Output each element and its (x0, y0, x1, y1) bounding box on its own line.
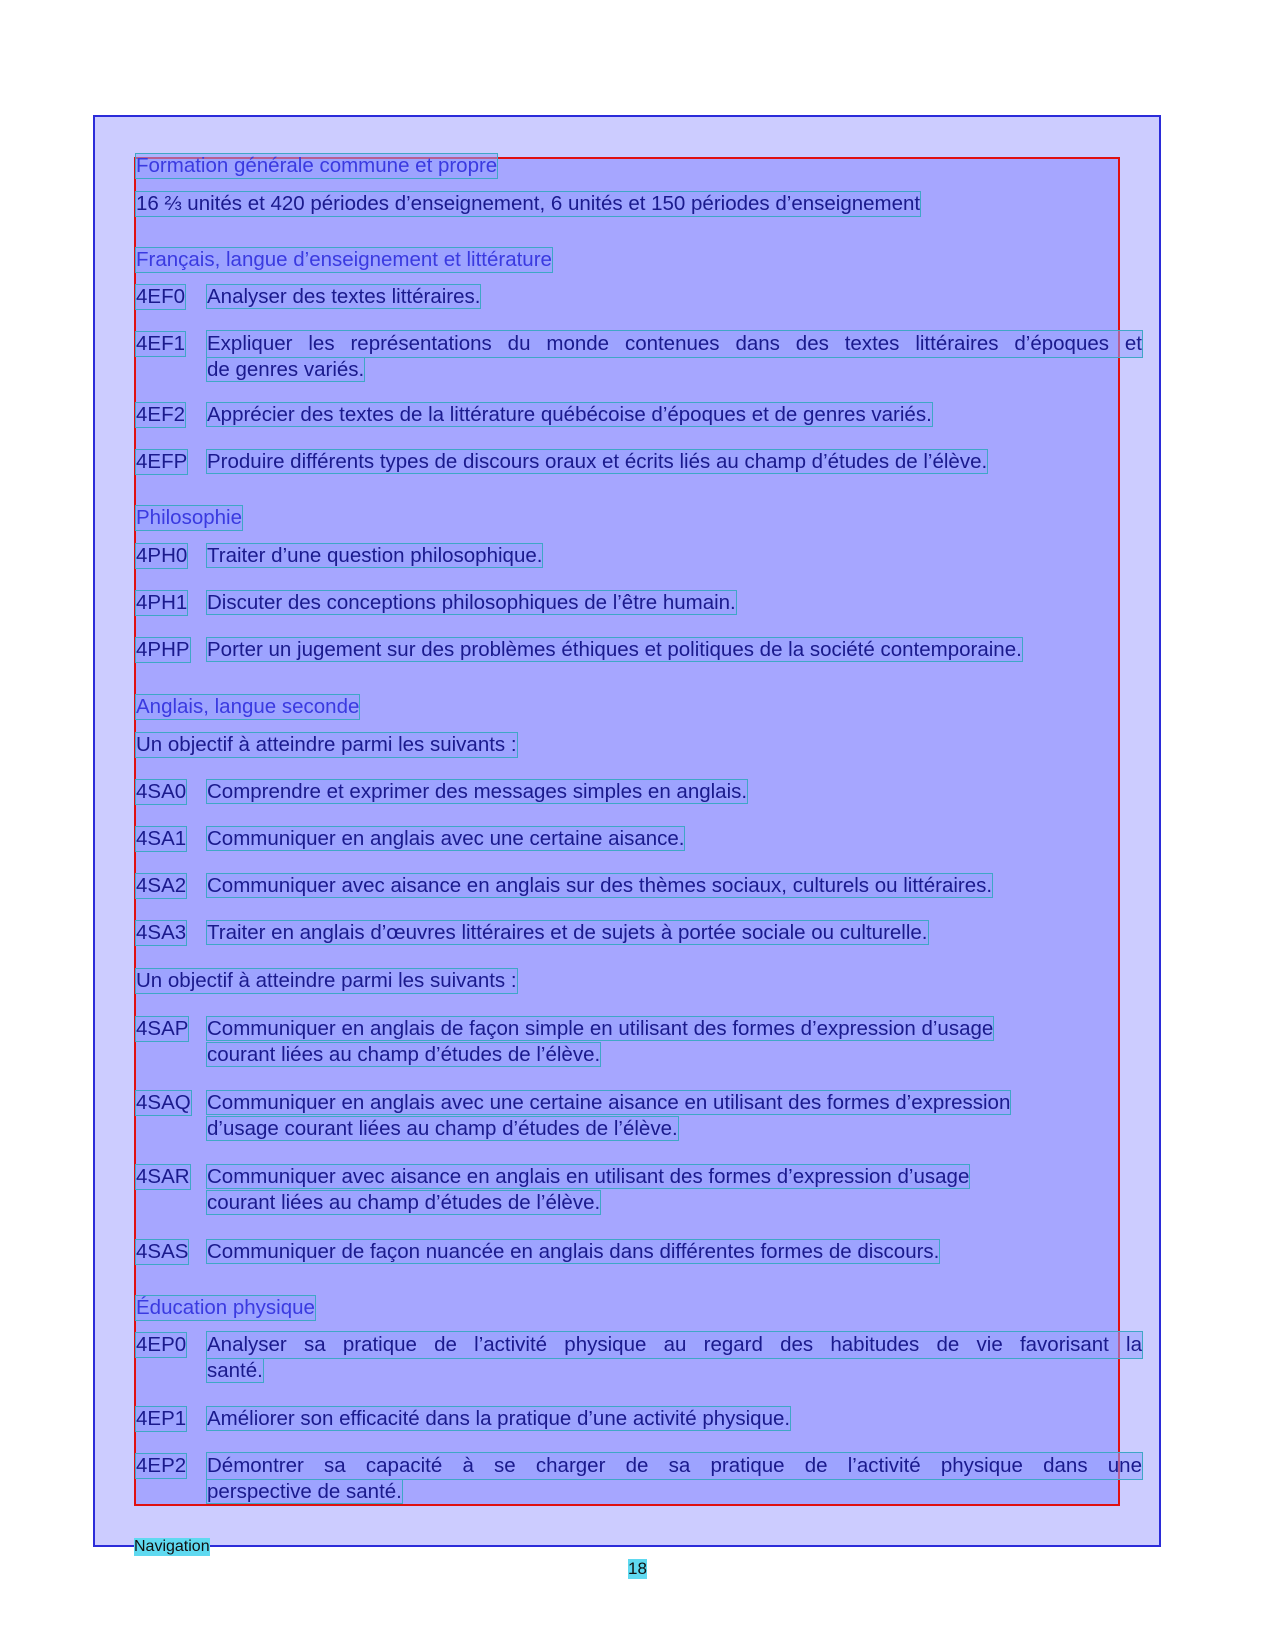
description-line: Démontrer sa capacité à se charger de sa pratique de l’activité physique dans une (207, 1454, 1142, 1477)
course-description (207, 873, 1142, 899)
description-line: courant liées au champ d’études de l’élève. (207, 1043, 601, 1066)
course-code: 4PH0 (136, 544, 188, 567)
description-line: Discuter des conceptions philosophiques de l’être humain. (207, 591, 736, 614)
description-line: Expliquer les représentations du monde contenues dans des textes littéraires d’époques et (207, 332, 1142, 355)
course-description (207, 1164, 1142, 1216)
course-description (207, 1453, 1142, 1505)
navigation-link[interactable]: Navigation (134, 1538, 210, 1555)
description-line: Communiquer avec aisance en anglais en utilisant des formes d’expression d’usage (207, 1165, 970, 1188)
course-description (207, 590, 1142, 616)
course-code: 4SAQ (136, 1091, 191, 1114)
course-code: 4EP1 (136, 1407, 187, 1430)
course-code: 4SA1 (136, 827, 187, 850)
course-code: 4SA0 (136, 780, 187, 803)
units-line: 16 ⅔ unités et 420 périodes d’enseignement, 6 unités et 150 périodes d’enseignement (136, 192, 921, 215)
course-description (207, 1090, 1142, 1142)
description-line: Porter un jugement sur des problèmes éthiques et politiques de la société contemporaine. (207, 638, 1022, 661)
section-title-anglais: Anglais, langue seconde (136, 695, 360, 718)
page-heading: Formation générale commune et propre (136, 154, 498, 177)
course-code: 4SAR (136, 1165, 190, 1188)
course-description (207, 779, 1142, 805)
description-line: Communiquer en anglais avec une certaine aisance. (207, 827, 685, 850)
course-description (207, 1239, 1142, 1265)
course-description (207, 284, 1142, 310)
description-line: Apprécier des textes de la littérature québécoise d’époques et de genres variés. (207, 403, 932, 426)
course-description (207, 543, 1142, 569)
description-line: Communiquer en anglais de façon simple en utilisant des formes d’expression d’usage (207, 1017, 994, 1040)
description-line: Analyser sa pratique de l’activité physique au regard des habitudes de vie favorisant la (207, 1333, 1142, 1356)
description-line: de genres variés. (207, 358, 365, 381)
course-description (207, 637, 1142, 663)
description-line: santé. (207, 1359, 263, 1382)
description-line: Traiter d’une question philosophique. (207, 544, 543, 567)
objective-intro: Un objectif à atteindre parmi les suivants : (136, 969, 517, 992)
course-description (207, 1332, 1142, 1384)
course-code: 4EP0 (136, 1333, 187, 1356)
course-code: 4SA3 (136, 921, 187, 944)
course-code: 4EF1 (136, 332, 185, 355)
course-code: 4SA2 (136, 874, 187, 897)
course-code: 4SAP (136, 1017, 189, 1040)
course-description (207, 402, 1142, 428)
section-title-education-physique: Éducation physique (136, 1296, 315, 1319)
course-description (207, 1406, 1142, 1432)
course-description (207, 826, 1142, 852)
course-description (207, 331, 1142, 383)
course-description (207, 1016, 1142, 1068)
course-code: 4EF2 (136, 403, 185, 426)
description-line: Communiquer en anglais avec une certaine aisance en utilisant des formes d’expression (207, 1091, 1011, 1114)
description-line: Communiquer de façon nuancée en anglais dans différentes formes de discours. (207, 1240, 940, 1263)
description-line: Comprendre et exprimer des messages simples en anglais. (207, 780, 748, 803)
course-code: 4EP2 (136, 1454, 187, 1477)
page-number: 18 (628, 1559, 647, 1578)
description-line: Traiter en anglais d’œuvres littéraires et de sujets à portée sociale ou culturelle. (207, 921, 928, 944)
description-line: courant liées au champ d’études de l’élève. (207, 1191, 601, 1214)
description-line: Communiquer avec aisance en anglais sur des thèmes sociaux, culturels ou littéraires. (207, 874, 993, 897)
description-line: d’usage courant liées au champ d’études de l’élève. (207, 1117, 678, 1140)
course-description (207, 920, 1142, 946)
course-description (207, 449, 1142, 475)
course-code: 4SAS (136, 1240, 189, 1263)
description-line: Améliorer son efficacité dans la pratique d’une activité physique. (207, 1407, 791, 1430)
description-line: Analyser des textes littéraires. (207, 285, 481, 308)
section-title-francais: Français, langue d’enseignement et littérature (136, 248, 552, 271)
course-code: 4PHP (136, 638, 190, 661)
course-code: 4PH1 (136, 591, 188, 614)
description-line: perspective de santé. (207, 1480, 402, 1503)
description-line: Produire différents types de discours oraux et écrits liés au champ d’études de l’élève. (207, 450, 988, 473)
course-code: 4EF0 (136, 285, 185, 308)
course-code: 4EFP (136, 450, 188, 473)
section-title-philosophie: Philosophie (136, 506, 242, 529)
objective-intro: Un objectif à atteindre parmi les suivants : (136, 733, 517, 756)
